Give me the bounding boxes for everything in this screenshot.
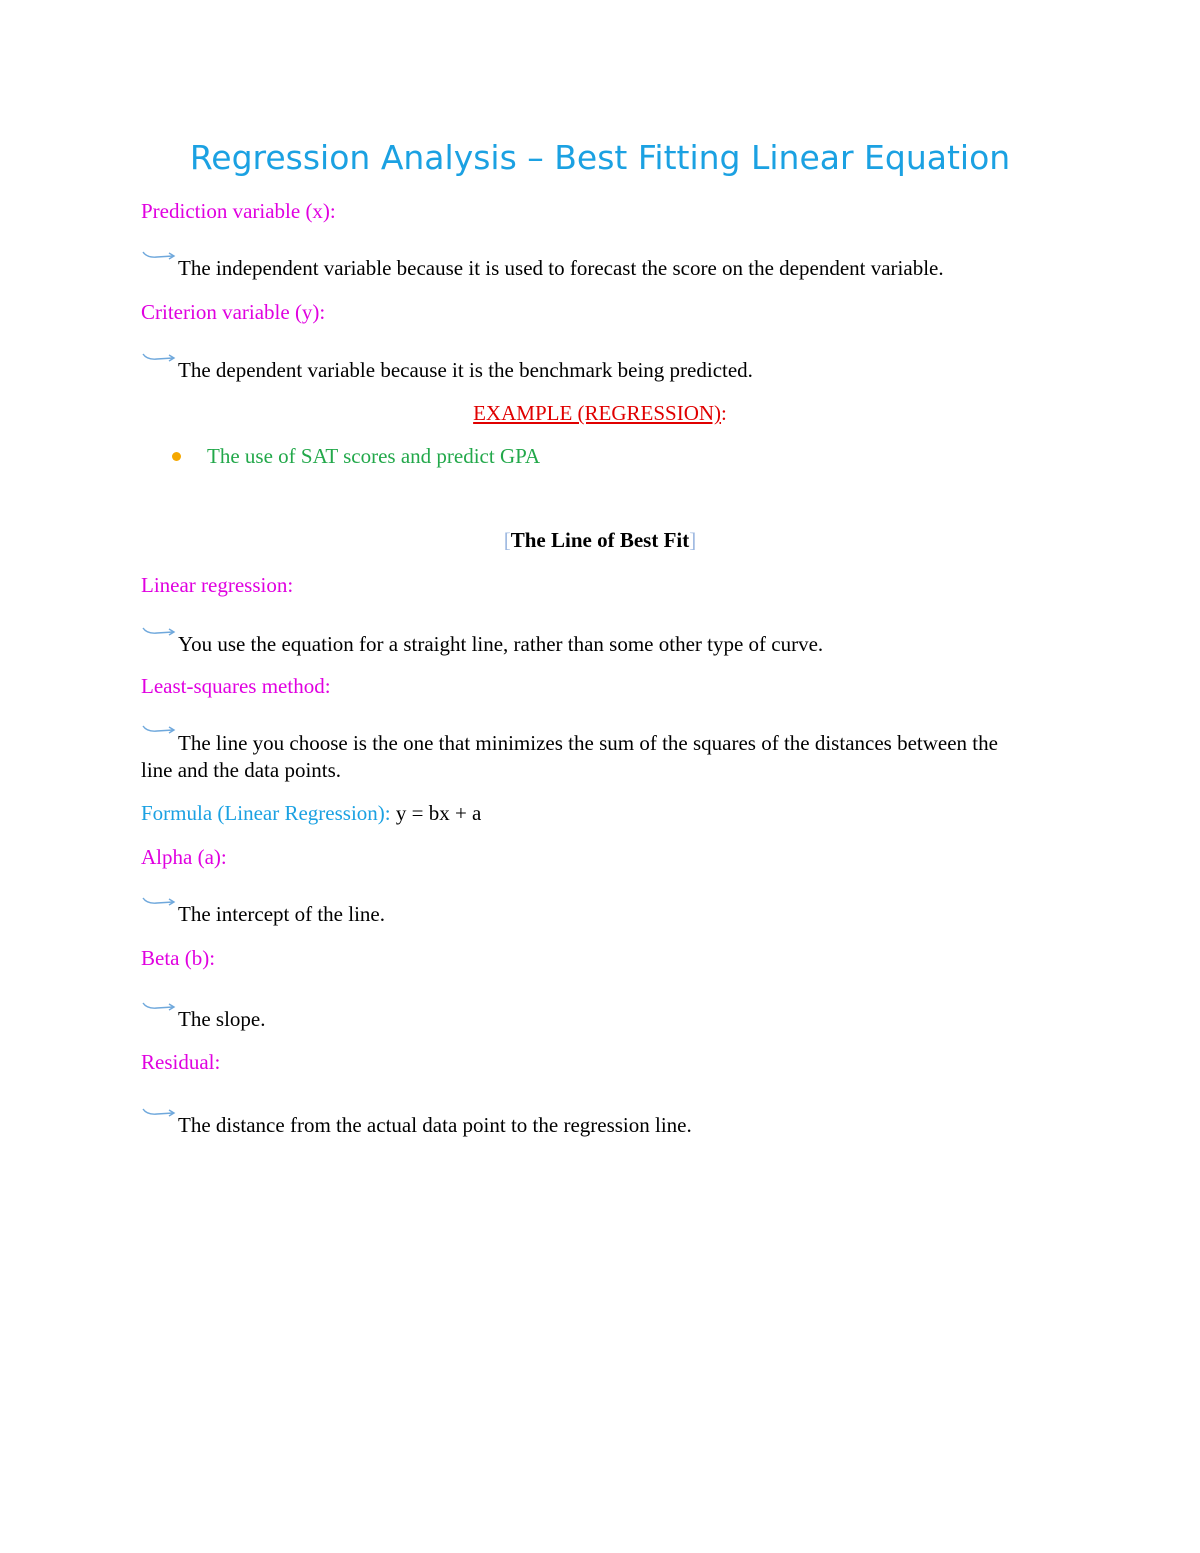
criterion-heading: Criterion variable (y): bbox=[141, 300, 326, 324]
beta-heading: Beta (b): bbox=[141, 946, 216, 970]
curved-arrow-icon bbox=[141, 248, 177, 268]
example-label: EXAMPLE (REGRESSION) bbox=[473, 401, 722, 425]
beta-text: The slope. bbox=[178, 1007, 266, 1031]
criterion-text: The dependent variable because it is the benchmark being predicted. bbox=[178, 358, 753, 382]
example-bullet-item bbox=[172, 444, 540, 469]
alpha-text: The intercept of the line. bbox=[178, 902, 385, 926]
linear-regression-definition bbox=[141, 632, 823, 657]
section-close-bracket: ] bbox=[689, 528, 697, 552]
alpha-heading: Alpha (a): bbox=[141, 845, 227, 869]
bullet-dot-icon bbox=[172, 452, 181, 461]
example-heading bbox=[0, 401, 1200, 426]
section-open-bracket: [ bbox=[503, 528, 511, 552]
section-title bbox=[0, 528, 1200, 553]
linear-regression-text: You use the equation for a straight line, rather than some other type of curve. bbox=[178, 632, 824, 656]
least-squares-text: The line you choose is the one that minimizes the sum of the squares of the distances between the line and the data points. bbox=[141, 731, 998, 782]
curved-arrow-icon bbox=[141, 350, 177, 370]
formula-equation: y = bx + a bbox=[395, 801, 482, 825]
formula-label: Formula (Linear Regression): bbox=[141, 801, 391, 825]
least-squares-heading: Least-squares method: bbox=[141, 674, 331, 698]
section-title-text: The Line of Best Fit bbox=[510, 528, 690, 552]
residual-definition bbox=[141, 1113, 692, 1138]
residual-heading: Residual: bbox=[141, 1050, 221, 1074]
residual-text: The distance from the actual data point to the regression line. bbox=[178, 1113, 692, 1137]
prediction-heading: Prediction variable (x): bbox=[141, 199, 336, 223]
least-squares-definition bbox=[141, 730, 1001, 784]
document-title: Regression Analysis – Best Fitting Linear Equation bbox=[189, 138, 1011, 177]
formula-line bbox=[141, 801, 481, 826]
prediction-text: The independent variable because it is used to forecast the score on the dependent variable. bbox=[178, 256, 944, 280]
curved-arrow-icon bbox=[141, 1105, 177, 1125]
prediction-definition bbox=[141, 256, 944, 281]
curved-arrow-icon bbox=[141, 999, 177, 1019]
alpha-definition bbox=[141, 902, 385, 927]
curved-arrow-icon bbox=[141, 624, 177, 644]
example-colon: : bbox=[721, 401, 727, 425]
example-bullet-text: The use of SAT scores and predict GPA bbox=[207, 444, 541, 468]
beta-definition bbox=[141, 1007, 265, 1032]
curved-arrow-icon bbox=[141, 894, 177, 914]
criterion-definition bbox=[141, 358, 753, 383]
linear-regression-heading: Linear regression: bbox=[141, 573, 294, 597]
curved-arrow-icon bbox=[141, 722, 177, 742]
